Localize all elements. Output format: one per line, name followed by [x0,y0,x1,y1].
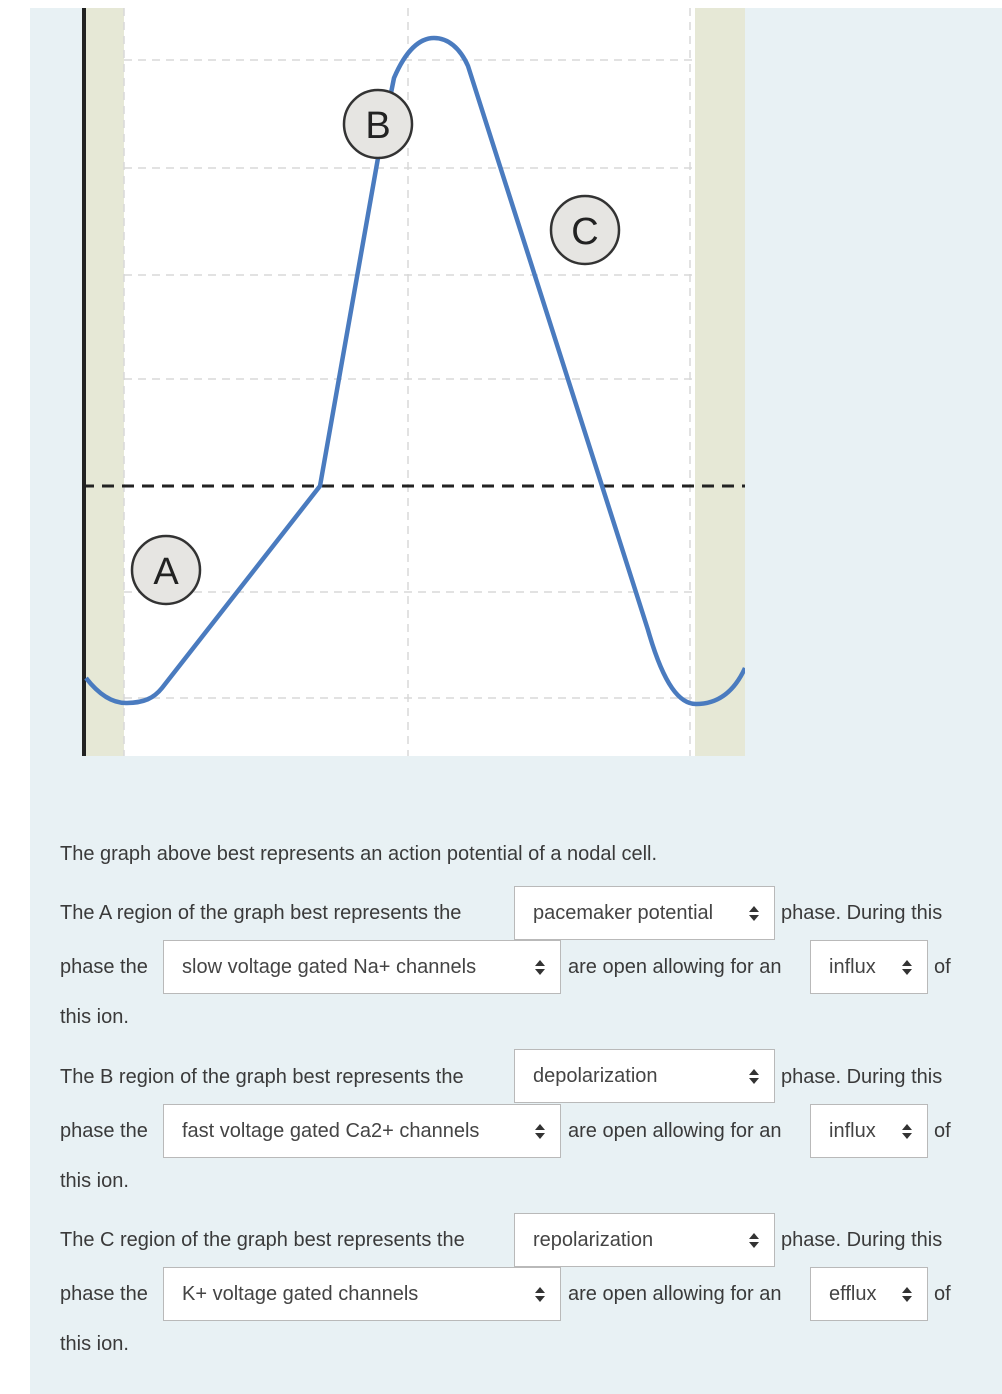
question-a-phase-the: phase the [60,956,148,978]
question-a-phase-select[interactable] [514,886,775,940]
select-arrows-icon [748,1050,760,1102]
question-a-phase-value: pacemaker potential [533,902,714,924]
label-a [132,536,200,604]
question-b-after-phase: phase. During this [781,1066,943,1088]
question-c-of: of [934,1283,951,1305]
question-a-lead: The A region of the graph best represents the [60,902,462,924]
select-arrows-icon [901,1105,913,1157]
select-arrows-icon [748,1214,760,1266]
svg-text:A: A [153,551,179,593]
question-c-channel-value: K+ voltage gated channels [182,1283,419,1305]
select-arrows-icon [534,941,546,993]
question-a-of: of [934,956,951,978]
question-a-channel-select[interactable] [163,940,561,994]
left-shaded-band [82,8,124,756]
question-b-phase-the: phase the [60,1120,148,1142]
question-b-of: of [934,1120,951,1142]
question-c-flow-select[interactable] [810,1267,928,1321]
question-a-open-text: are open allowing for an [568,956,782,978]
question-c-phase-value: repolarization [533,1229,654,1251]
action-potential-curve [86,38,745,704]
question-b-flow-select[interactable] [810,1104,928,1158]
select-arrows-icon [748,887,760,939]
right-shaded-band [695,8,745,756]
question-c-channel-select[interactable] [163,1267,561,1321]
question-b-flow-value: influx [829,1120,876,1142]
question-c-lead: The C region of the graph best represents the [60,1229,465,1251]
question-a-channel-value: slow voltage gated Na+ channels [182,956,477,978]
question-c-after-phase: phase. During this [781,1229,943,1251]
question-b-channel-select[interactable] [163,1104,561,1158]
select-arrows-icon [901,941,913,993]
question-a-flow-value: influx [829,956,876,978]
question-b-channel-value: fast voltage gated Ca2+ channels [182,1120,480,1142]
question-b-phase-select[interactable] [514,1049,775,1103]
question-c-open-text: are open allowing for an [568,1283,782,1305]
question-b-phase-value: depolarization [533,1065,658,1087]
svg-text:C: C [571,211,599,253]
label-c [551,196,619,264]
question-c-end: this ion. [60,1333,129,1355]
question-c-flow-value: efflux [829,1283,877,1305]
graph-canvas [82,8,745,756]
question-b-open-text: are open allowing for an [568,1120,782,1142]
question-b-end: this ion. [60,1170,129,1192]
intro-text: The graph above best represents an action potential of a nodal cell. [60,843,658,865]
svg-text:B: B [365,105,391,147]
select-arrows-icon [901,1268,913,1320]
question-c-phase-the: phase the [60,1283,148,1305]
question-c-phase-select[interactable] [514,1213,775,1267]
select-arrows-icon [534,1105,546,1157]
label-b [344,90,412,158]
action-potential-graph [82,8,745,756]
question-a-after-phase: phase. During this [781,902,943,924]
question-a-end: this ion. [60,1006,129,1028]
select-arrows-icon [534,1268,546,1320]
question-b-lead: The B region of the graph best represents the [60,1066,464,1088]
question-a-flow-select[interactable] [810,940,928,994]
